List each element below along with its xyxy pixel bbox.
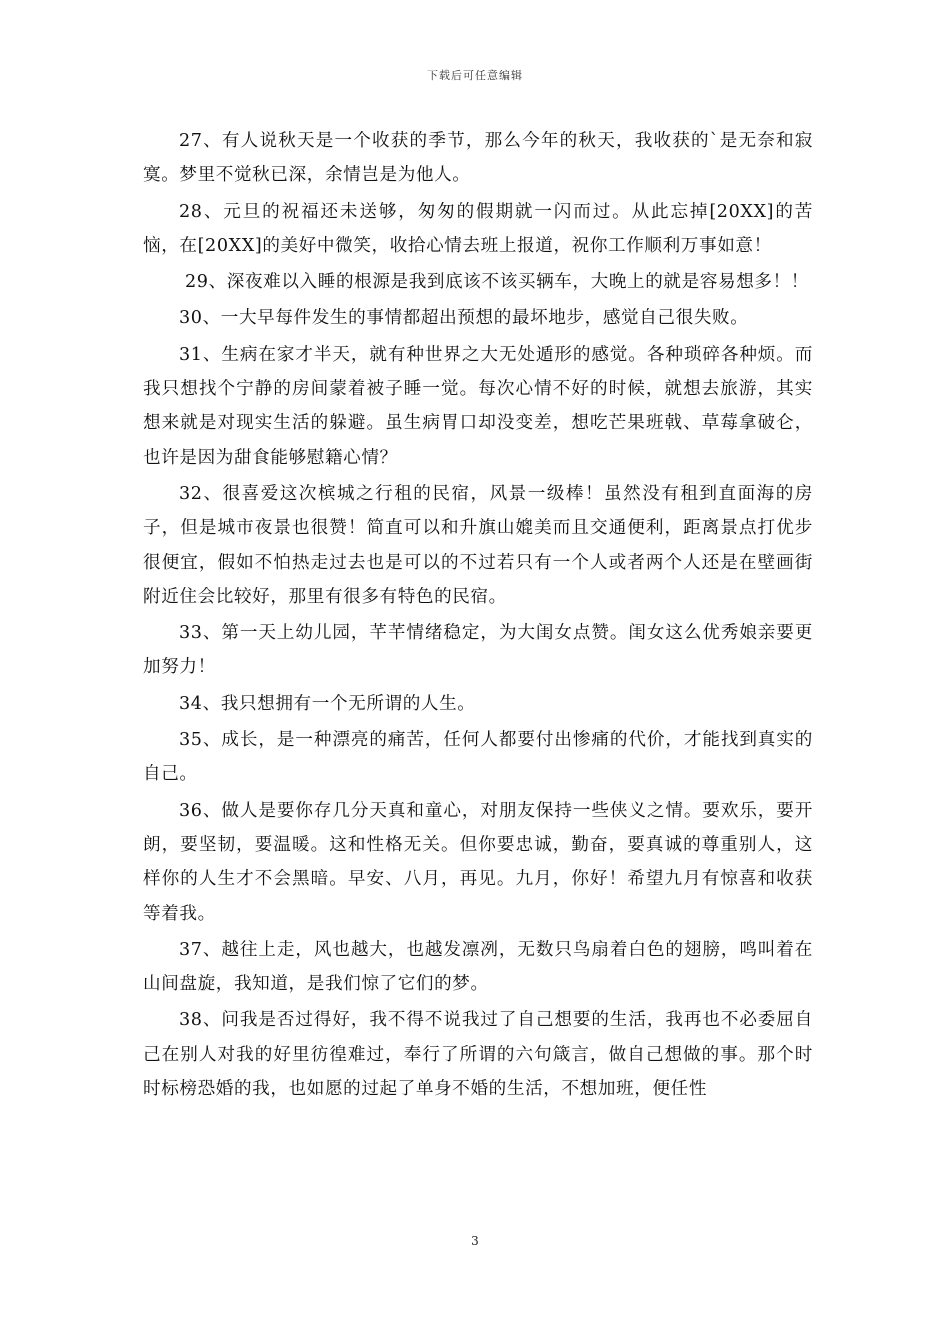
paragraph-32: 32、很喜爱这次槟城之行租的民宿，风景一级棒！虽然没有租到直面海的房子，但是城市夜景也很赞！简直可以和升旗山媲美而且交通便利，距离景点打优步很便宜，假如不怕热走过去也是可以的不过若只有一个人或者两个人还是在壁画街附近住会比较好，那里有很多有特色的民宿。 [143, 483, 813, 607]
paragraph-36: 36、做人是要你存几分天真和童心，对朋友保持一些侠义之情。要欢乐，要开朗，要坚韧，要温暖。这和性格无关。但你要忠诚，勤奋，要真诚的尊重别人，这样你的人生才不会黑暗。早安、八月，再见。九月，你好！希望九月有惊喜和收获等着我。 [143, 800, 813, 924]
paragraph-33: 33、第一天上幼儿园，芊芊情绪稳定，为大闺女点赞。闺女这么优秀娘亲要更加努力！ [143, 623, 813, 678]
paragraph-28: 28、元旦的祝福还未送够，匆匆的假期就一闪而过。从此忘掉[20XX]的苦恼，在[20XX]的美好中微笑，收拾心情去班上报道，祝你工作顺利万事如意！ [143, 201, 813, 256]
paragraph-34: 34、我只想拥有一个无所谓的人生。 [179, 693, 476, 714]
paragraph-30: 30、一大早每件发生的事情都超出预想的最坏地步，感觉自己很失败。 [179, 308, 749, 329]
page-number: 3 [471, 1234, 479, 1248]
paragraph-31: 31、生病在家才半天，就有种世界之大无处遁形的感觉。各种琐碎各种烦。而我只想找个宁静的房间蒙着被子睡一觉。每次心情不好的时候，就想去旅游，其实想来就是对现实生活的躲避。虽生病胃口却没变差，想吃芒果班戟、草莓拿破仑，也许是因为甜食能够慰籍心情？ [143, 344, 813, 468]
paragraph-35: 35、成长，是一种漂亮的痛苦，任何人都要付出惨痛的代价，才能找到真实的自己。 [143, 730, 813, 785]
page-header: 下载后可任意编辑 [427, 69, 523, 82]
paragraph-38: 38、问我是否过得好，我不得不说我过了自己想要的生活，我再也不必委屈自己在别人对我的好里彷徨难过，奉行了所谓的六句箴言，做自己想做的事。那个时时标榜恐婚的我，也如愿的过起了单身不婚的生活，不想加班，便任性 [143, 1010, 813, 1100]
paragraph-29: 29、深夜难以入睡的根源是我到底该不该买辆车，大晚上的就是容易想多！！ [185, 272, 809, 293]
paragraph-37: 37、越往上走，风也越大，也越发凛冽，无数只鸟扇着白色的翅膀，鸣叫着在山间盘旋，我知道，是我们惊了它们的梦。 [143, 939, 813, 995]
document-body [143, 124, 813, 1108]
paragraph-27: 27、有人说秋天是一个收获的季节，那么今年的秋天，我收获的`是无奈和寂寞。梦里不觉秋已深，余情岂是为他人。 [143, 131, 813, 186]
